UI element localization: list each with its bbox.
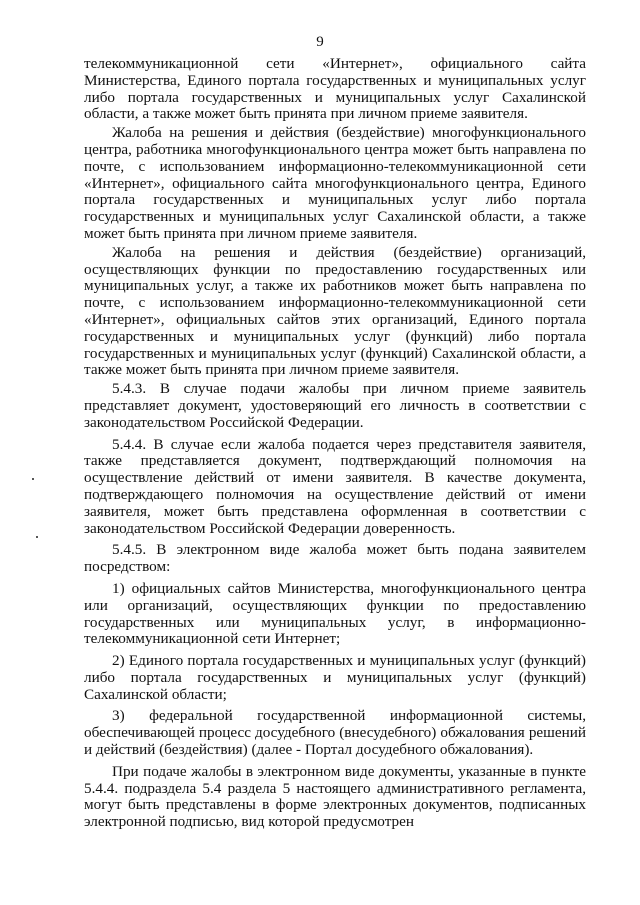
paragraph: телекоммуникационной сети «Интернет», официального сайта Министерства, Единого портала государственных и муниципальных услуг либо портала государственных и муниципальных услуг Сахалинской области, а также может быть принята при личном приеме заявителя. [84,55,586,123]
list-item: 3) федеральной государственной информационной системы, обеспечивающей процесс досудебного (внесудебного) обжалования решений и действий (бездействия) (далее - Портал досудебного обжалования). [84,707,586,759]
list-item: 2) Единого портала государственных и муниципальных услуг (функций) либо портала государственных и муниципальных услуг (функций) Сахалинской области; [84,652,586,703]
list-item: 1) официальных сайтов Министерства, многофункционального центра или организаций, осуществляющих функции по предоставлению государственных или муниципальных услуг, в информационно-телекоммуникационной сети Интернет; [84,579,586,648]
paragraph: 5.4.4. В случае если жалоба подается через представителя заявителя, также представляется документ, подтверждающий полномочия на осуществление действий от имени заявителя. В качестве документа, подтверждающего полномочия на осуществление действий от имени заявителя, может быть представлена оформленная в соответствии с законодательством Российской Федерации доверенность. [84,435,586,537]
paragraph: При подаче жалобы в электронном виде документы, указанные в пункте 5.4.4. подраздела 5.4 раздела 5 настоящего административного регламента, могут быть представлены в форме электронных документов, подписанных электронной подписью, вид которой предусмотрен [84,762,586,831]
paragraph: 5.4.3. В случае подачи жалобы при личном приеме заявитель представляет документ, удостоверяющий его личность в соответствии с законодательством Российской Федерации. [84,380,586,431]
page-number: 9 [316,34,324,50]
paragraph: Жалоба на решения и действия (бездействие) организаций, осуществляющих функции по предоставлению государственных или муниципальных услуг, а также их работников может быть направлена по почте, с использованием информационно-телекоммуникационной сети «Интернет», официальных сайтов этих организаций, Единого портала государственных и муниципальных услуг (функций) либо портала государственных и муниципальных услуг (функций) Сахалинской области, а также может быть принята при личном приеме заявителя. [84,243,586,379]
paragraph: Жалоба на решения и действия (бездействие) многофункционального центра, работника многофункционального центра может быть направлена по почте, с использованием информационно-телекоммуникационной сети «Интернет», официального сайта многофункционального центра, Единого портала государственных и муниципальных услуг либо портала государственных и муниципальных услуг Сахалинской области, а также может быть принята при личном приеме заявителя. [84,124,586,242]
paragraph: 5.4.5. В электронном виде жалоба может быть подана заявителем посредством: [84,541,586,576]
scan-speck [36,536,38,538]
document-body [84,56,586,831]
scan-speck [32,478,34,480]
